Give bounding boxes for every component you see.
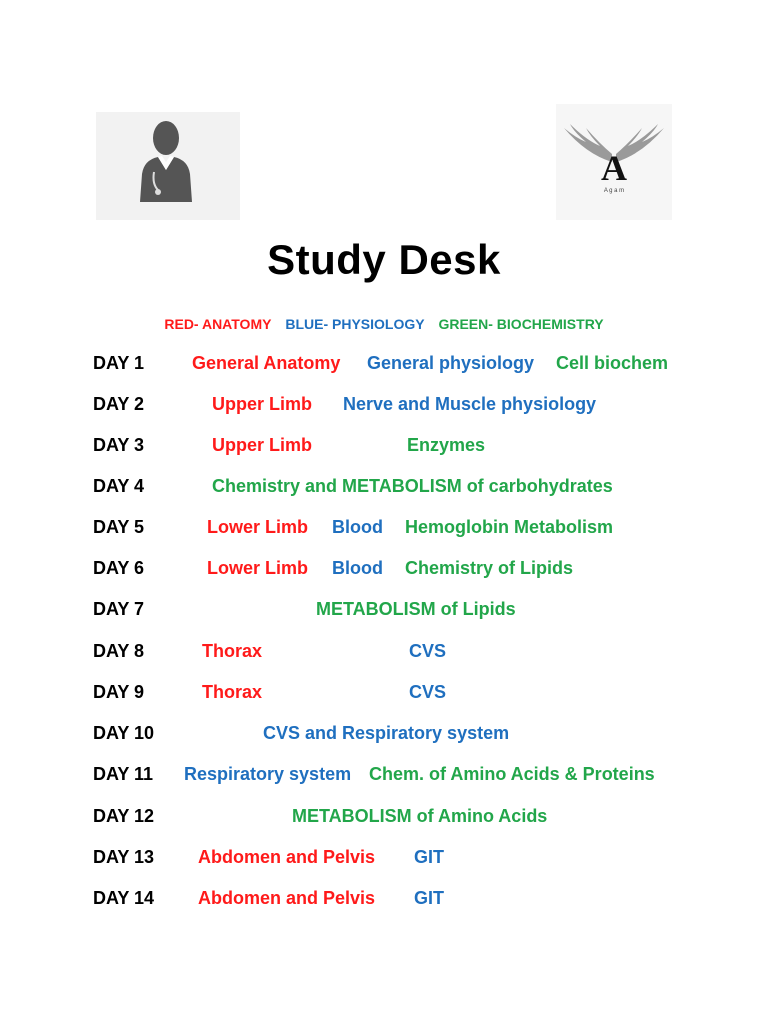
biochemistry-topic: Chem. of Amino Acids & Proteins [369, 764, 655, 784]
biochemistry-topic: Hemoglobin Metabolism [405, 517, 614, 537]
page-title: Study Desk [267, 236, 501, 283]
day-label: DAY 8 [93, 641, 145, 661]
svg-text:A g a m: A g a m [603, 188, 625, 194]
physiology-topic: General physiology [367, 353, 535, 373]
day-label: DAY 13 [93, 847, 155, 867]
day-label: DAY 9 [93, 682, 145, 702]
color-legend [0, 316, 768, 332]
biochemistry-topic: METABOLISM of Lipids [316, 599, 516, 619]
day-row [0, 353, 768, 377]
day-label: DAY 11 [93, 764, 154, 784]
anatomy-topic: General Anatomy [192, 353, 341, 373]
biochemistry-topic: Chemistry and METABOLISM of carbohydrates [212, 476, 613, 496]
day-row [0, 723, 768, 747]
day-row [0, 682, 768, 706]
anatomy-topic: Lower Limb [207, 558, 309, 578]
day-label: DAY 6 [93, 558, 145, 578]
day-label: DAY 2 [93, 394, 145, 414]
physiology-topic: GIT [414, 888, 444, 908]
day-row [0, 888, 768, 912]
day-row [0, 435, 768, 459]
day-label: DAY 12 [93, 806, 155, 826]
physiology-topic: GIT [414, 847, 444, 867]
biochemistry-topic: Chemistry of Lipids [405, 558, 574, 578]
day-row [0, 517, 768, 541]
svg-text:A: A [601, 148, 627, 188]
physiology-topic: CVS [409, 682, 447, 702]
day-row [0, 599, 768, 623]
anatomy-topic: Abdomen and Pelvis [198, 847, 376, 867]
day-label: DAY 4 [93, 476, 145, 496]
day-label: DAY 10 [93, 723, 155, 743]
physiology-topic: Blood [332, 517, 383, 537]
legend-anatomy: RED- ANATOMY [164, 316, 272, 332]
day-label: DAY 1 [93, 353, 145, 373]
anatomy-topic: Upper Limb [212, 435, 313, 455]
day-row [0, 847, 768, 871]
day-row [0, 806, 768, 830]
day-row [0, 394, 768, 418]
legend-physiology: BLUE- PHYSIOLOGY [285, 316, 425, 332]
day-label: DAY 5 [93, 517, 145, 537]
doctor-avatar-icon [96, 112, 240, 220]
day-label: DAY 7 [93, 599, 145, 619]
day-row [0, 558, 768, 582]
day-row [0, 641, 768, 665]
physiology-topic: Nerve and Muscle physiology [343, 394, 597, 414]
anatomy-topic: Lower Limb [207, 517, 309, 537]
anatomy-topic: Abdomen and Pelvis [198, 888, 376, 908]
anatomy-topic: Thorax [202, 641, 263, 661]
biochemistry-topic: METABOLISM of Amino Acids [292, 806, 548, 826]
day-row [0, 764, 768, 788]
physiology-topic: Respiratory system [184, 764, 352, 784]
anatomy-topic: Upper Limb [212, 394, 313, 414]
winged-a-logo-icon [556, 104, 672, 220]
physiology-topic: CVS [409, 641, 447, 661]
day-label: DAY 3 [93, 435, 145, 455]
biochemistry-topic: Enzymes [407, 435, 486, 455]
physiology-topic: Blood [332, 558, 383, 578]
day-label: DAY 14 [93, 888, 155, 908]
anatomy-topic: Thorax [202, 682, 263, 702]
legend-biochemistry: GREEN- BIOCHEMISTRY [438, 316, 604, 332]
day-row [0, 476, 768, 500]
biochemistry-topic: Cell biochem [556, 353, 669, 373]
physiology-topic: CVS and Respiratory system [263, 723, 510, 743]
